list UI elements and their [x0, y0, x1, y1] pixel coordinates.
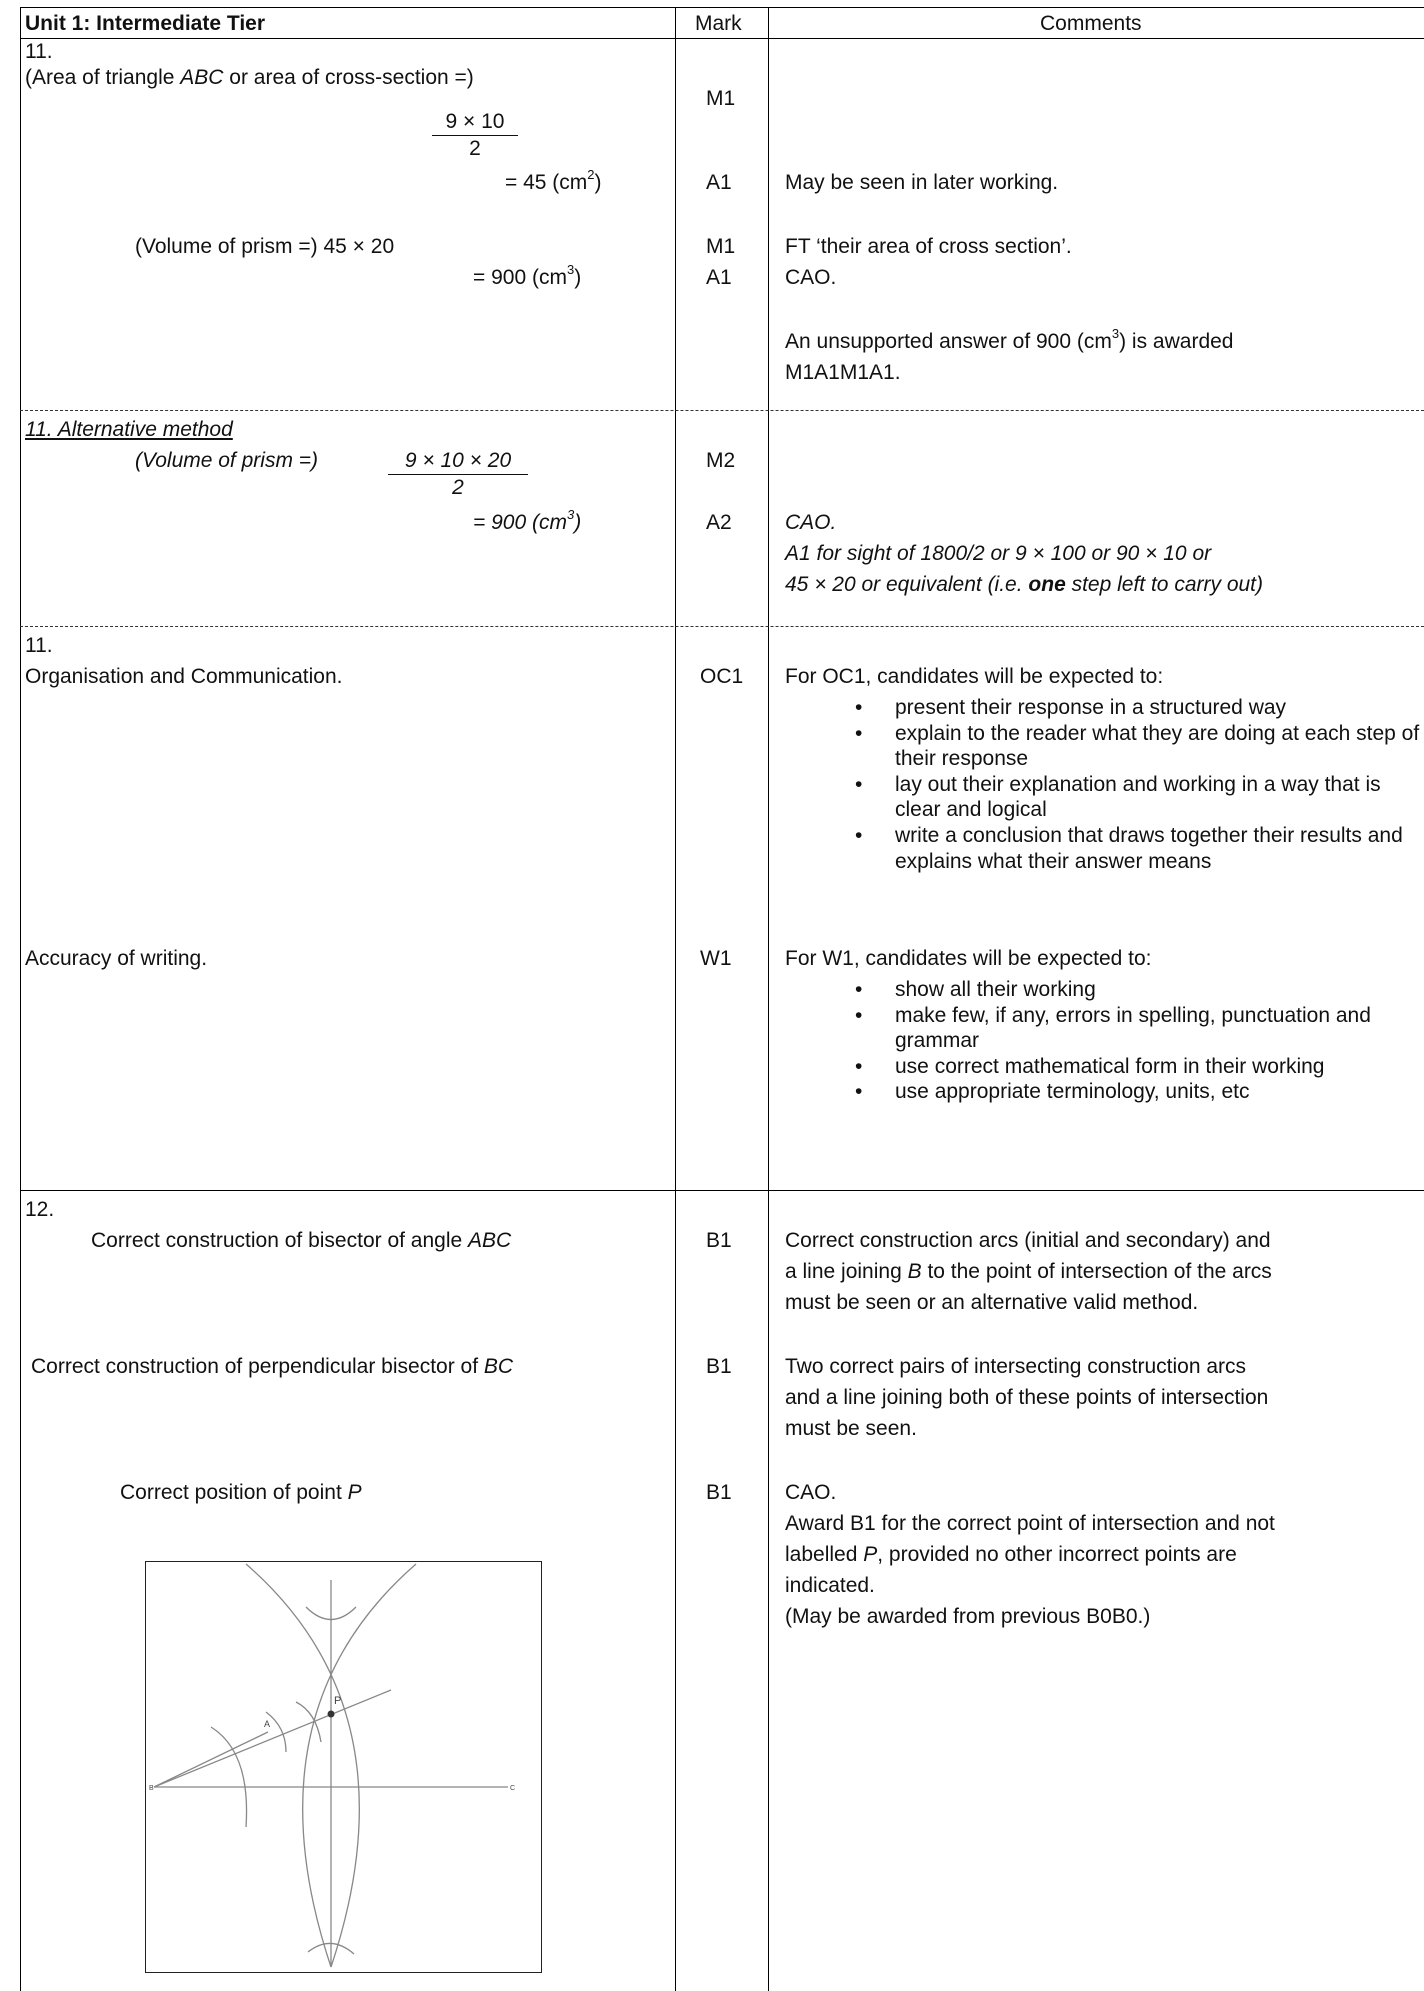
line-ba: [154, 1732, 268, 1787]
comment: labelled P, provided no other incorrect points are: [785, 1543, 1237, 1566]
mark-b1: B1: [706, 1229, 732, 1252]
mark-b1: B1: [706, 1355, 732, 1378]
q11-volume-result: = 900 $(cm^3)$: [473, 262, 582, 289]
comment: must be seen or an alternative valid method.: [785, 1291, 1199, 1314]
table-top-border: [20, 7, 1424, 8]
q11-volume-line: (Volume of prism =) 45 × 20: [135, 235, 395, 258]
label-a: A: [264, 1719, 271, 1729]
comment: M1A1M1A1.: [785, 361, 901, 384]
comment: CAO.: [785, 1481, 837, 1504]
list-item: • write a conclusion that draws together their results and explains what their answer means: [785, 823, 1420, 874]
mark-a1: A1: [706, 266, 732, 289]
question-number: 11.: [25, 40, 53, 63]
list-item: • use correct mathematical form in their working: [785, 1054, 1420, 1080]
question-number: 11.: [25, 634, 53, 657]
q12-point-p-line: Correct position of point P: [120, 1481, 362, 1504]
comment: For W1, candidates will be expected to:: [785, 947, 1152, 970]
list-item: • present their response in a structured way: [785, 695, 1420, 721]
mark-m1: M1: [706, 235, 736, 258]
construction-arc: [266, 1712, 286, 1752]
list-item: • explain to the reader what they are doing at each step of their response: [785, 721, 1420, 772]
table-left-border: [20, 7, 21, 1991]
construction-arc: [211, 1727, 247, 1827]
mark-m1: M1: [706, 87, 736, 110]
list-item: • show all their working: [785, 977, 1420, 1003]
construction-diagram: [146, 1562, 541, 1972]
comment: CAO.: [785, 266, 837, 289]
alt-volume-line: (Volume of prism =): [135, 449, 319, 472]
q11-area-result: = 45 $(cm^2)$: [505, 167, 602, 194]
header-tier: Unit 1: Intermediate Tier: [25, 12, 266, 35]
w-bullet-list: [785, 977, 1420, 1105]
mark-column-left-border: [675, 7, 676, 1991]
comment: Correct construction arcs (initial and secondary) and: [785, 1229, 1271, 1252]
q12-bisector-line: Correct construction of bisector of angle ABC: [91, 1229, 512, 1252]
oc-label: Organisation and Communication.: [25, 665, 343, 688]
comment: CAO.: [785, 511, 837, 534]
construction-figure: [145, 1561, 542, 1973]
mark-m2: M2: [706, 449, 736, 472]
comment: May be seen in later working.: [785, 171, 1059, 194]
section-divider: [20, 626, 1424, 627]
comment: Award B1 for the correct point of intersection and not: [785, 1512, 1275, 1535]
mark-w1: W1: [700, 947, 732, 970]
construction-arc: [303, 1564, 416, 1967]
w-label: Accuracy of writing.: [25, 947, 208, 970]
header-bottom-border: [20, 38, 1424, 39]
section-divider: [20, 410, 1424, 411]
point-p-marker: [328, 1711, 335, 1718]
q12-perpendicular-line: Correct construction of perpendicular bisector of BC: [31, 1355, 514, 1378]
angle-bisector-line: [154, 1690, 391, 1787]
comment: Two correct pairs of intersecting construction arcs: [785, 1355, 1247, 1378]
construction-arc: [246, 1564, 359, 1967]
label-p: P: [334, 1695, 342, 1707]
section-divider: [20, 1190, 1424, 1191]
comment: a line joining B to the point of intersection of the arcs: [785, 1260, 1272, 1283]
q11-area-line: (Area of triangle ABC or area of cross-section =): [25, 66, 474, 89]
alt-fraction: $\frac{9 \times 10 \times 20}{2}$: [388, 448, 528, 500]
label-b: B: [149, 1785, 154, 1792]
oc-bullet-list: [785, 695, 1420, 874]
mark-a2: A2: [706, 511, 732, 534]
comment: indicated.: [785, 1574, 875, 1597]
comment: (May be awarded from previous B0B0.): [785, 1605, 1151, 1628]
mark-b1: B1: [706, 1481, 732, 1504]
comment: must be seen.: [785, 1417, 917, 1440]
list-item: • lay out their explanation and working in a way that is clear and logical: [785, 772, 1420, 823]
list-item: • make few, if any, errors in spelling, punctuation and grammar: [785, 1003, 1420, 1054]
alt-method-title: 11. Alternative method: [25, 418, 233, 441]
mark-a1: A1: [706, 171, 732, 194]
comment: An unsupported answer of 900 $(cm^3)$ is awarded: [785, 326, 1234, 353]
header-mark: Mark: [695, 12, 742, 35]
question-number: 12.: [25, 1198, 55, 1221]
q11-fraction: $\frac{9 \times 10}{2}$: [432, 109, 518, 161]
comment: 45 × 20 or equivalent (i.e. one step left to carry out): [785, 573, 1264, 596]
label-c: C: [510, 1785, 516, 1792]
comment: FT ‘their area of cross section’.: [785, 235, 1072, 258]
mark-column-right-border: [768, 7, 769, 1991]
comment: and a line joining both of these points of intersection: [785, 1386, 1269, 1409]
comment: For OC1, candidates will be expected to:: [785, 665, 1164, 688]
comment: A1 for sight of 1800/2 or 9 × 100 or 90 × 10 or: [785, 542, 1212, 565]
mark-oc1: OC1: [700, 665, 744, 688]
list-item: • use appropriate terminology, units, etc: [785, 1079, 1420, 1105]
alt-result: = 900 $(cm^3)$: [473, 507, 582, 534]
header-comments: Comments: [1040, 12, 1142, 35]
